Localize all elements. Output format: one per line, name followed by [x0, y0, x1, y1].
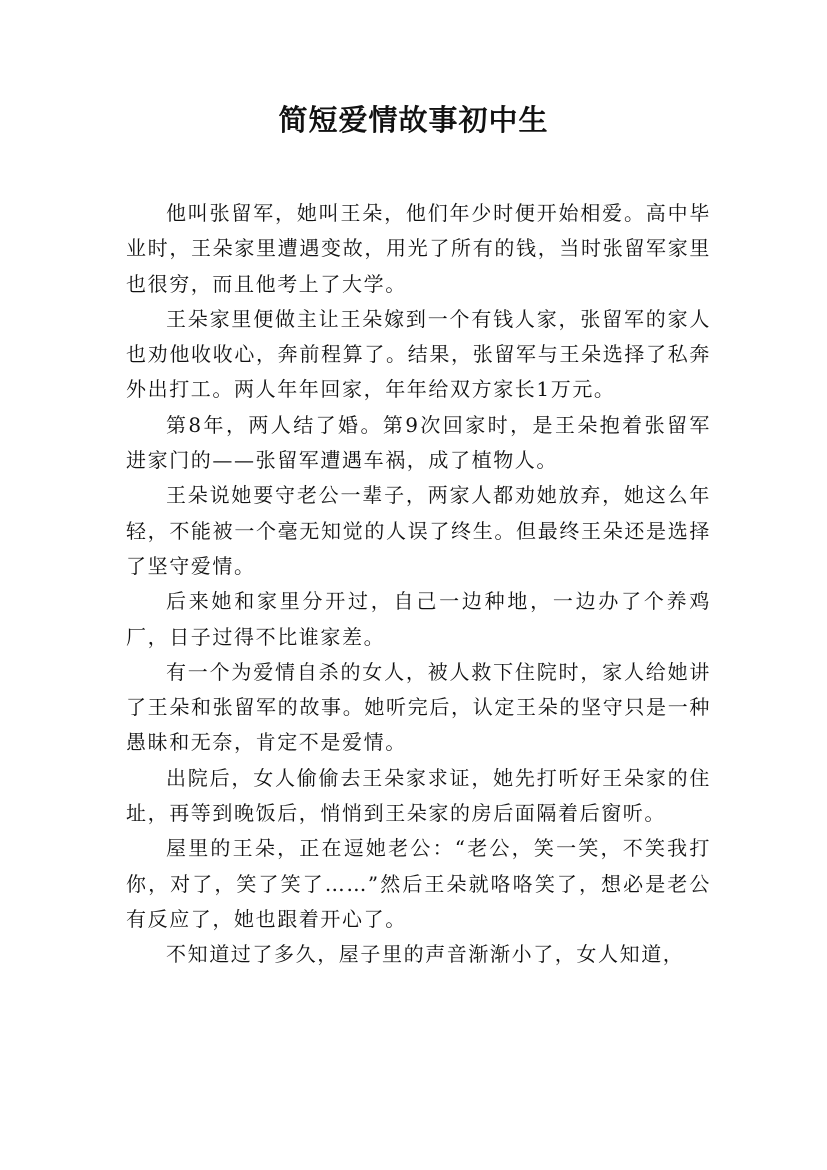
- paragraph-7: 出院后，女人偷偷去王朵家求证，她先打听好王朵家的住址，再等到晚饭后，悄悄到王朵家的房后面隔着后窗听。: [126, 765, 711, 826]
- paragraph-3: 第8年，两人结了婚。第9次回家时，是王朵抱着张留军进家门的——张留军遭遇车祸，成了植物人。: [126, 412, 711, 473]
- paragraph-2: 王朵家里便做主让王朵嫁到一个有钱人家，张留军的家人也劝他收收心，奔前程算了。结果，张留军与王朵选择了私奔外出打工。两人年年回家，年年给双方家长1万元。: [126, 306, 711, 402]
- paragraph-9: 不知道过了多久，屋子里的声音渐渐小了，女人知道，: [166, 942, 685, 967]
- paragraph-4: 王朵说她要守老公一辈子，两家人都劝她放弃，她这么年轻，不能被一个毫无知觉的人误了终生。但最终王朵还是选择了坚守爱情。: [126, 483, 711, 578]
- paragraph-8: 屋里的王朵，正在逗她老公：“老公，笑一笑，不笑我打你，对了，笑了笑了……”然后王朵就咯咯笑了，想必是老公有反应了，她也跟着开心了。: [126, 836, 711, 931]
- paragraph-5: 后来她和家里分开过，自己一边种地，一边办了个养鸡厂，日子过得不比谁家差。: [126, 589, 711, 649]
- paragraph-1: 他叫张留军，她叫王朵，他们年少时便开始相爱。高中毕业时，王朵家里遭遇变故，用光了所有的钱，当时张留军家里也很穷，而且他考上了大学。: [126, 201, 711, 296]
- document-body: [126, 196, 711, 973]
- document-title: 简短爱情故事初中生: [278, 103, 549, 137]
- paragraph-6: 有一个为爱情自杀的女人，被人救下住院时，家人给她讲了王朵和张留军的故事。她听完后，认定王朵的坚守只是一种愚昧和无奈，肯定不是爱情。: [126, 659, 711, 755]
